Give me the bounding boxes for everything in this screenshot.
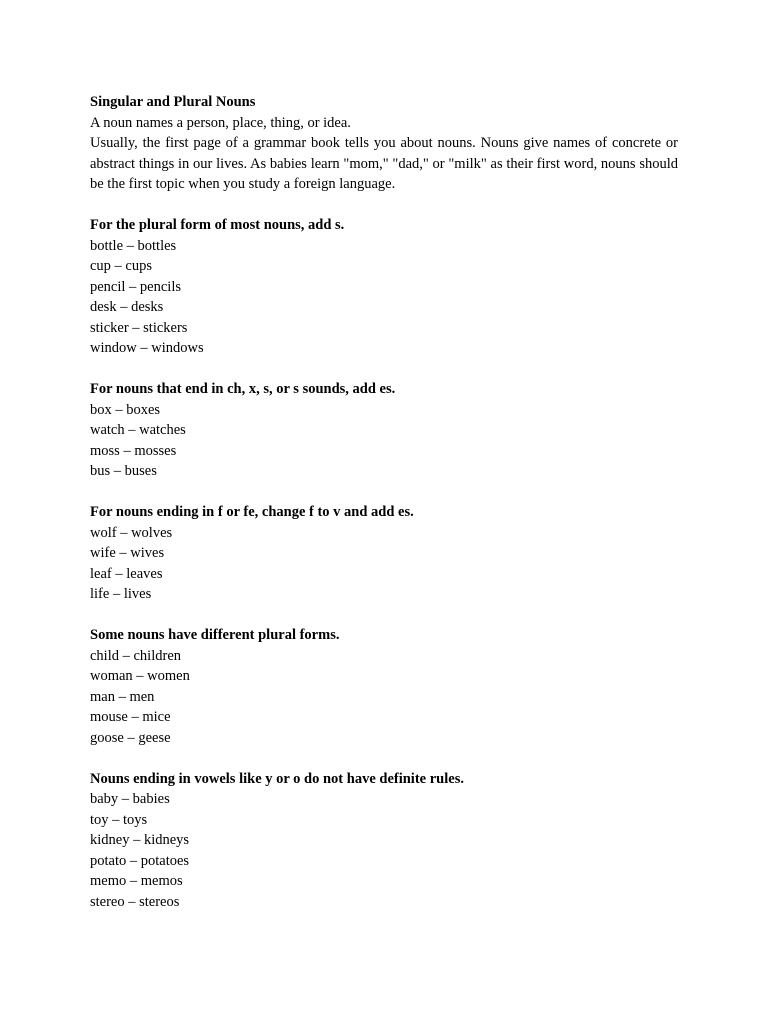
example-pair: pencil – pencils [90,278,182,295]
example-pair: stereo – stereos [90,893,180,910]
example-pair: leaf – leaves [90,565,163,582]
rule-section [90,379,678,482]
example-pair: wolf – wolves [90,524,173,541]
sections-container [90,215,678,912]
example-pair: mouse – mice [90,709,171,725]
intro-paragraph: Usually, the first page of a grammar book tells you about nouns. Nouns give names of concrete or abstract things in our lives. As babies learn "mom," "dad," or "milk" as their first word, nouns should be the first topic when you study a foreign language. [90,135,678,192]
rule-section [90,769,678,913]
section-heading: For nouns that end in ch, x, s, or s sounds, add es. [90,381,396,397]
example-pair: goose – geese [90,729,171,746]
example-pair: memo – memos [90,873,183,889]
rule-section [90,502,678,605]
example-pair: wife – wives [90,545,165,561]
example-pair: baby – babies [90,791,170,807]
rule-section [90,625,678,748]
example-pair: window – windows [90,340,204,356]
example-pair: bus – buses [90,463,157,479]
example-pair: moss – mosses [90,442,177,459]
section-heading: Nouns ending in vowels like y or o do not have definite rules. [90,770,464,787]
example-pair: woman – women [90,668,190,684]
section-heading: Some nouns have different plural forms. [90,627,340,643]
example-pair: man – men [90,688,155,705]
example-pair: cup – cups [90,258,153,274]
intro-definition: A noun names a person, place, thing, or idea. [90,114,351,131]
example-pair: kidney – kidneys [90,832,190,848]
document-page [90,92,678,912]
section-heading: For nouns ending in f or fe, change f to v and add es. [90,504,414,520]
example-pair: life – lives [90,586,152,602]
example-pair: toy – toys [90,811,148,828]
example-pair: desk – desks [90,299,164,315]
example-pair: box – boxes [90,401,161,418]
example-pair: child – children [90,647,182,664]
example-pair: watch – watches [90,422,186,438]
document-title: Singular and Plural Nouns [90,94,256,110]
section-heading: For the plural form of most nouns, add s. [90,217,345,233]
example-pair: potato – potatoes [90,852,190,869]
example-pair: sticker – stickers [90,319,188,336]
rule-section [90,215,678,359]
example-pair: bottle – bottles [90,237,177,254]
